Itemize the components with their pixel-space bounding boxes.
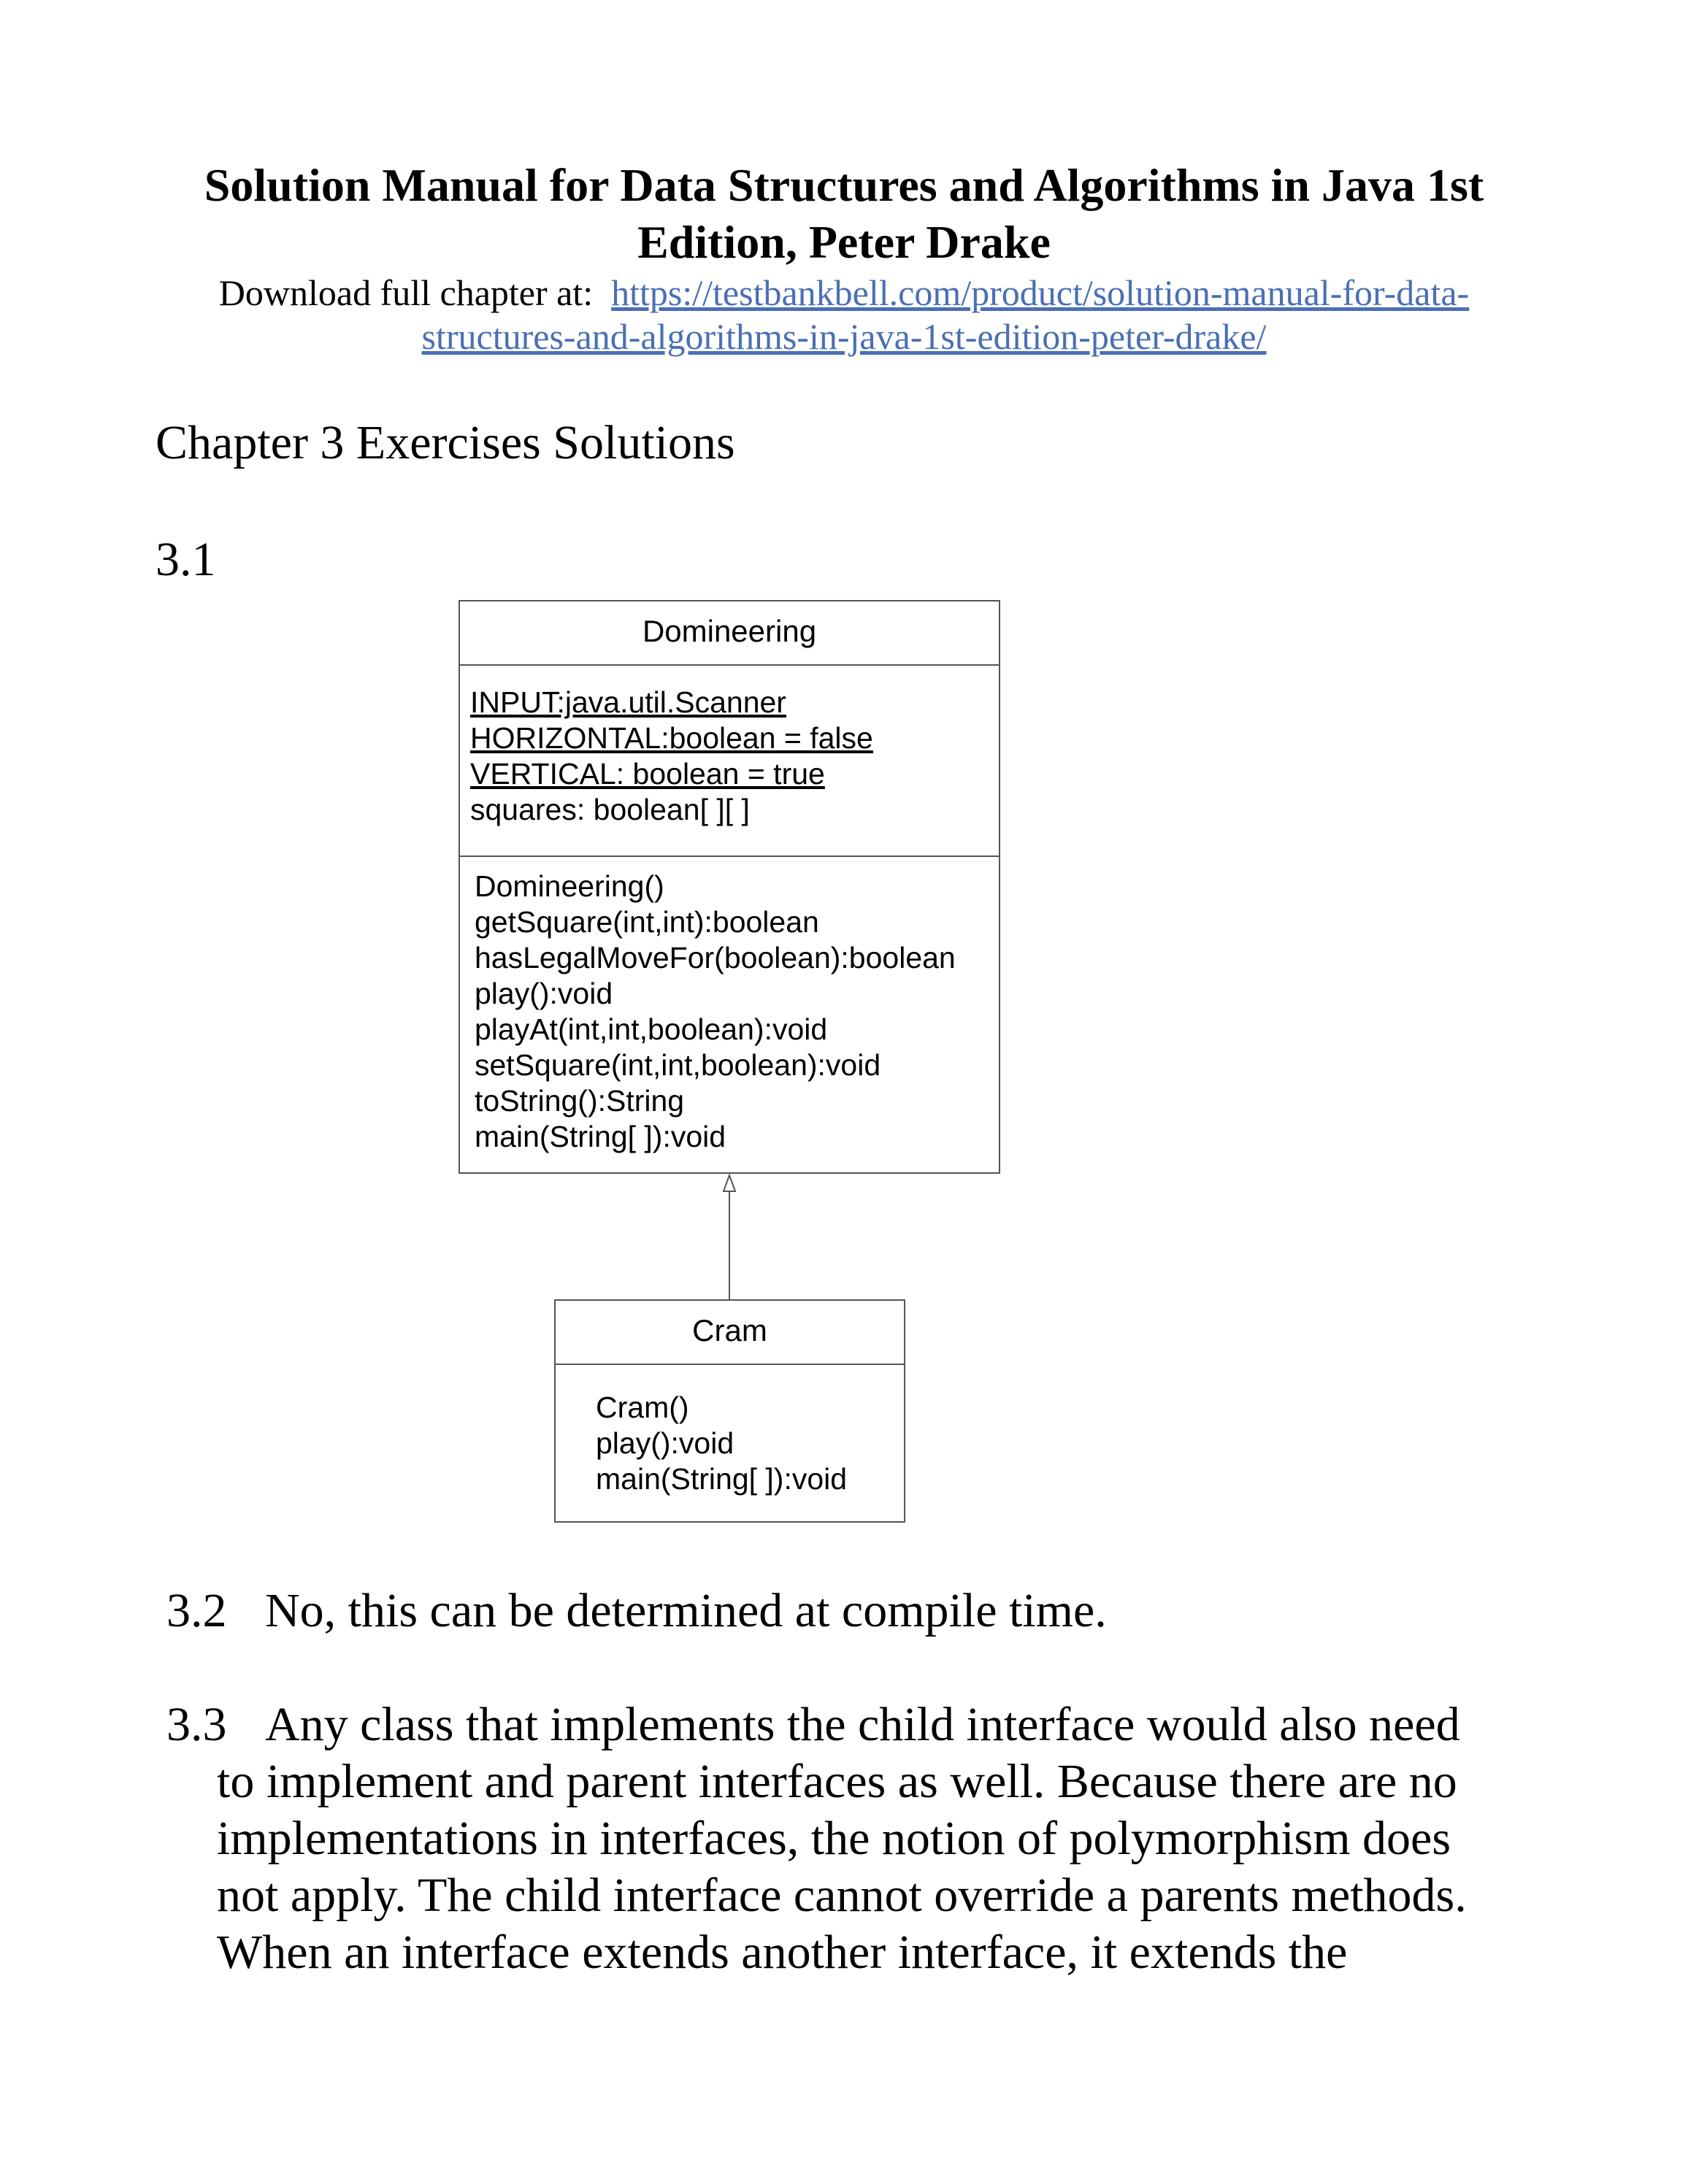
method-main: main(String[ ]):void	[475, 1120, 726, 1153]
attribute-input: INPUT:java.util.Scanner	[470, 685, 786, 719]
uml-class-cram	[554, 1299, 905, 1523]
exercise-3-1-label: 3.1	[156, 533, 216, 586]
exercise-3-3-line-5: When an interface extends another interface, it extends the	[217, 1926, 1348, 1979]
exercise-3-3-line-2: to implement and parent interfaces as well. Because there are no	[217, 1755, 1457, 1808]
exercise-3-2-answer: No, this can be determined at compile time.	[265, 1584, 1107, 1637]
class-divider	[556, 1364, 904, 1365]
download-label: Download full chapter at:	[218, 272, 594, 313]
method-constructor: Domineering()	[475, 869, 664, 903]
download-link-part-1[interactable]: https://testbankbell.com/product/solution-manual-for-data-	[611, 272, 1470, 313]
exercise-3-3-label: 3.3	[166, 1698, 227, 1751]
attribute-squares: squares: boolean[ ][ ]	[470, 793, 750, 826]
class-name-domineering: Domineering	[642, 614, 817, 648]
method-setsquare: setSquare(int,int,boolean):void	[475, 1048, 881, 1082]
method-play: play():void	[475, 977, 613, 1010]
method-tostring: toString():String	[475, 1084, 685, 1118]
document-title-line-1: Solution Manual for Data Structures and Algorithms in Java 1st	[204, 159, 1484, 211]
method-getsquare: getSquare(int,int):boolean	[475, 905, 819, 939]
document-title-line-2: Edition, Peter Drake	[637, 216, 1051, 268]
method-cram-main: main(String[ ]):void	[596, 1462, 848, 1496]
attribute-horizontal: HORIZONTAL:boolean = false	[470, 721, 873, 755]
exercise-3-3-line-4: not apply. The child interface cannot override a parents methods.	[217, 1869, 1467, 1922]
method-cram-constructor: Cram()	[596, 1391, 689, 1424]
exercise-3-2-label: 3.2	[166, 1584, 227, 1637]
exercise-3-3-line-3: implementations in interfaces, the notion of polymorphism does	[217, 1812, 1451, 1865]
attribute-vertical: VERTICAL: boolean = true	[470, 757, 825, 791]
chapter-heading: Chapter 3 Exercises Solutions	[156, 416, 735, 469]
method-playat: playAt(int,int,boolean):void	[475, 1012, 828, 1046]
exercise-3-3-line-1: Any class that implements the child interface would also need	[265, 1698, 1460, 1751]
method-haslegalmovefor: hasLegalMoveFor(boolean):boolean	[475, 941, 956, 974]
method-cram-play: play():void	[596, 1426, 734, 1460]
download-link-part-2[interactable]: structures-and-algorithms-in-java-1st-edition-peter-drake/	[421, 316, 1267, 357]
class-name-cram: Cram	[692, 1313, 767, 1347]
